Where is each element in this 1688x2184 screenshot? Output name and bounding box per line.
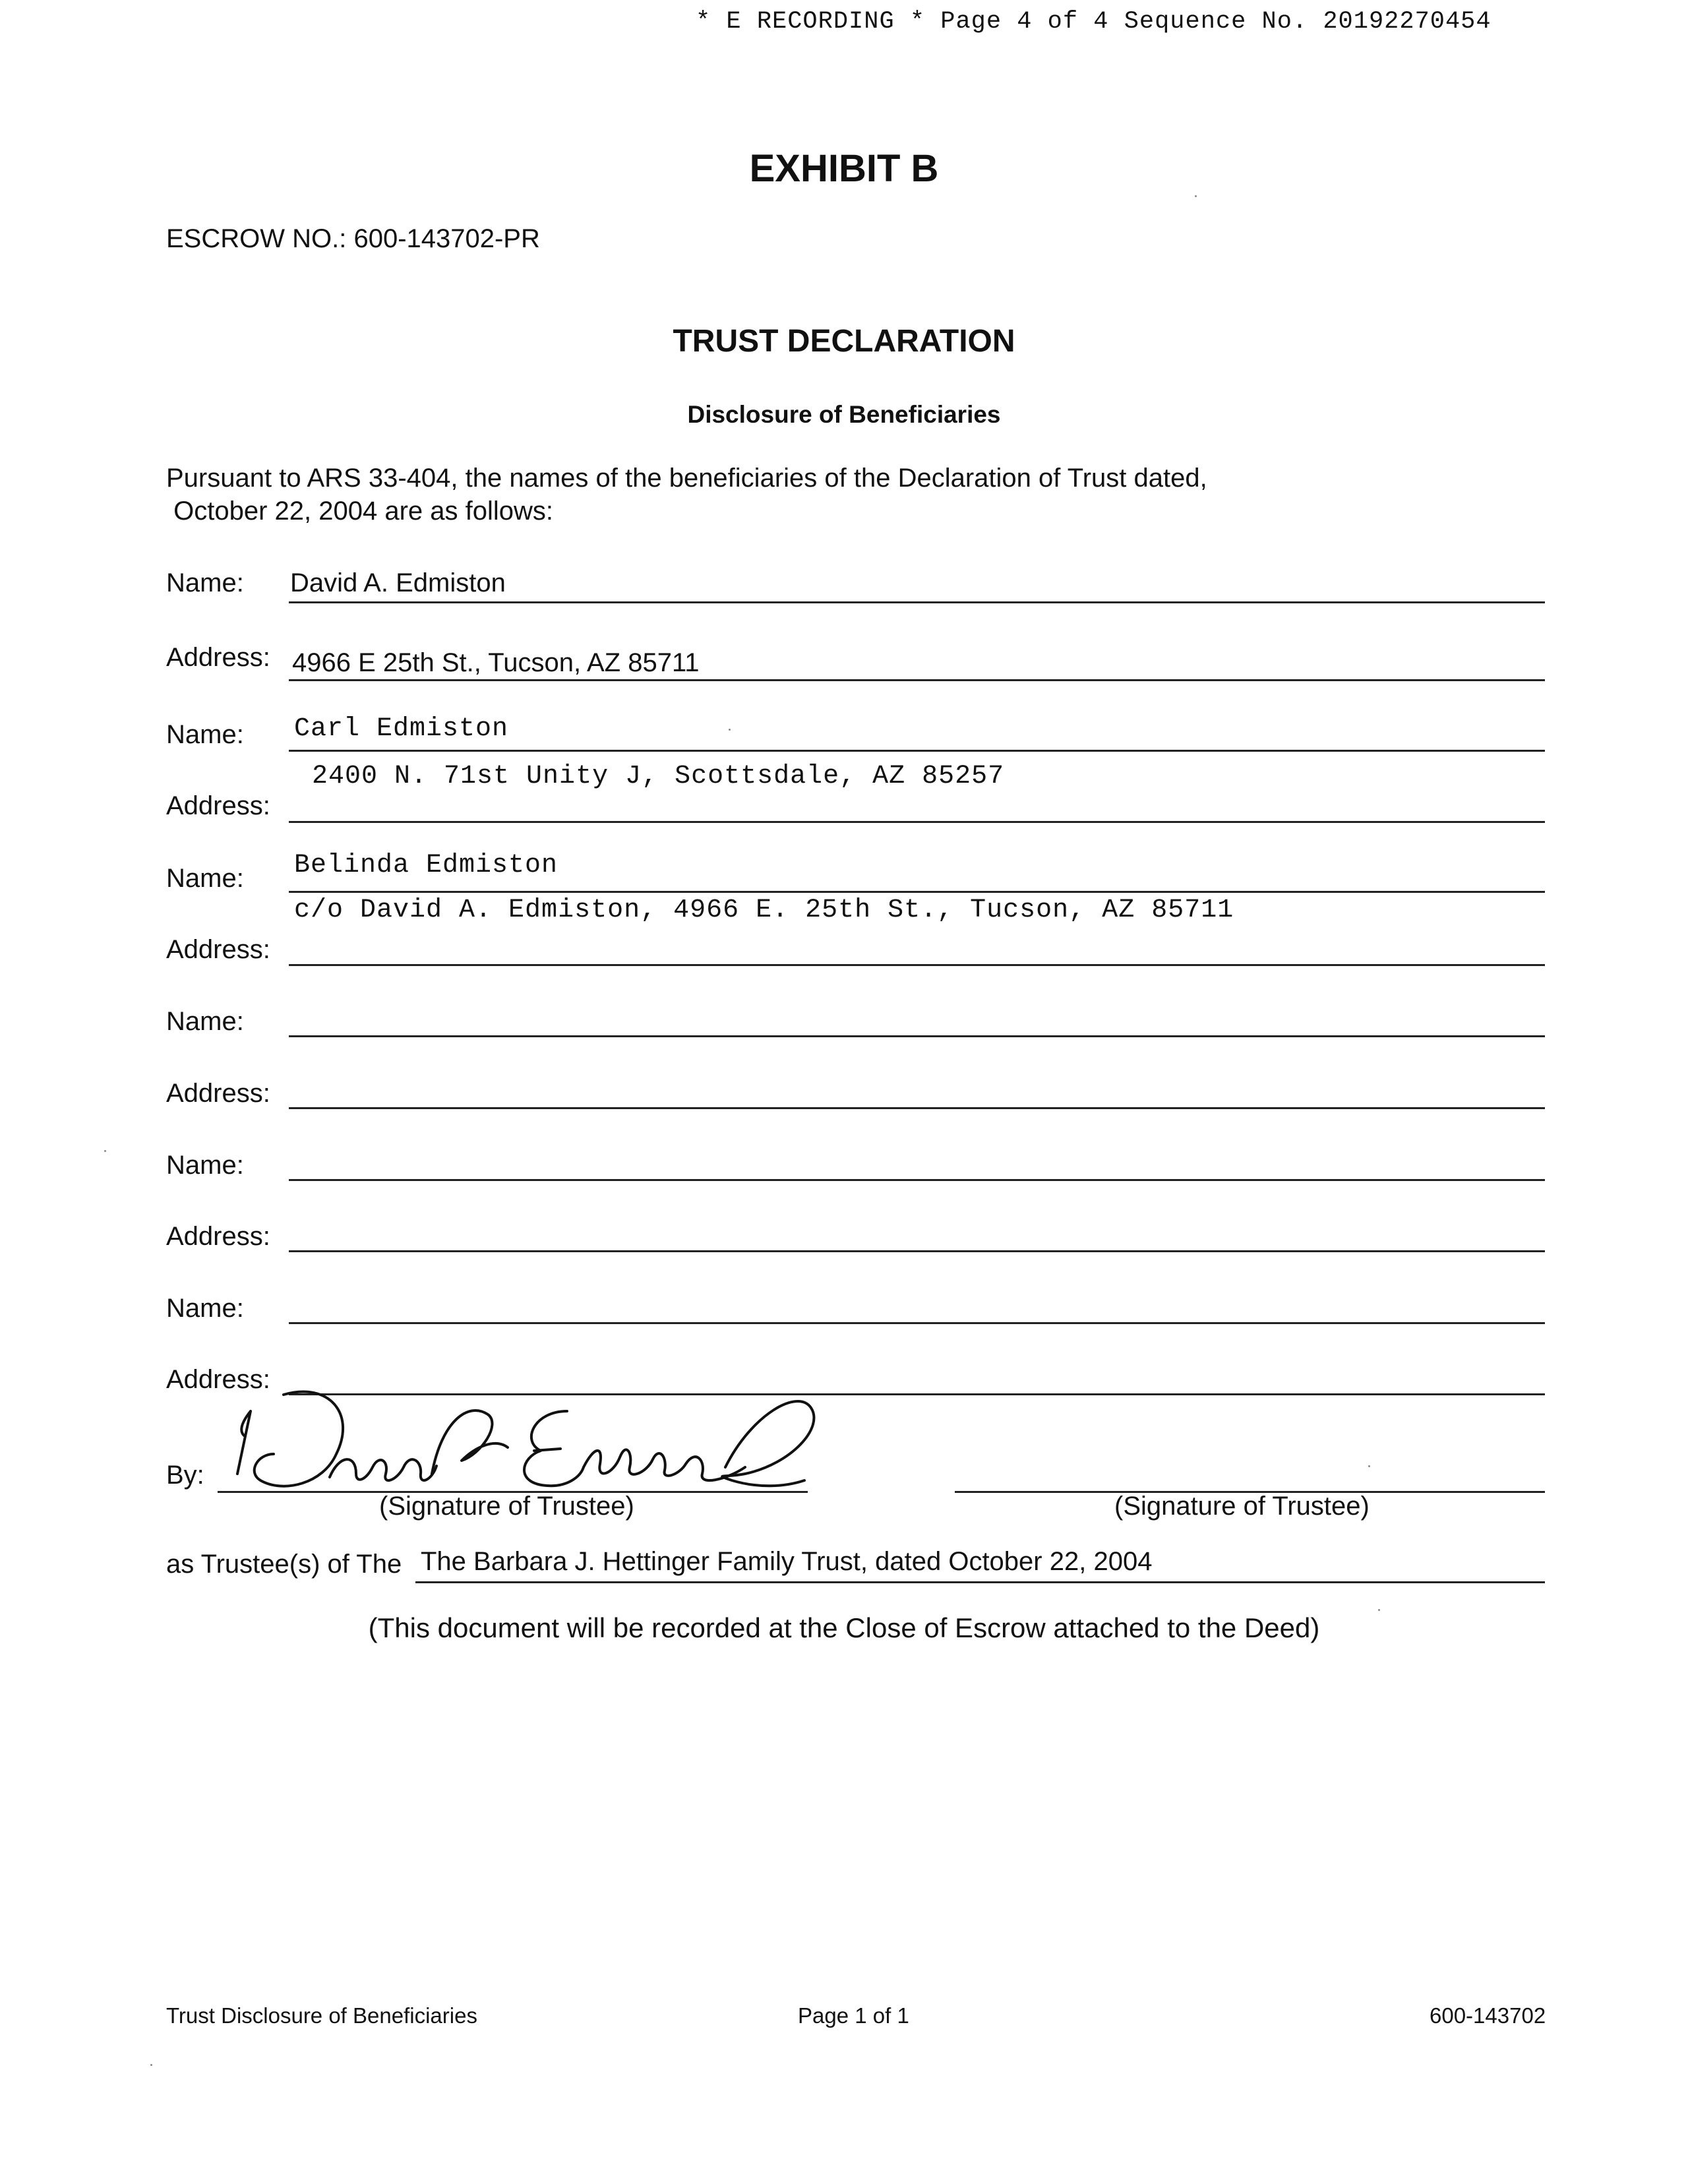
- scan-speck: [1378, 1609, 1380, 1611]
- address-label-2: Address:: [166, 791, 270, 820]
- scan-speck: [104, 1150, 106, 1152]
- scan-speck: [729, 729, 731, 731]
- by-label: By:: [166, 1461, 204, 1490]
- recording-note: (This document will be recorded at the Close of Escrow attached to the Deed): [368, 1612, 1320, 1643]
- name-line-1: [289, 601, 1545, 603]
- scan-speck: [150, 2064, 152, 2066]
- beneficiary-1-name: David A. Edmiston: [290, 568, 506, 597]
- document-subtitle: Disclosure of Beneficiaries: [687, 401, 1001, 428]
- trustee-prefix: as Trustee(s) of The: [166, 1550, 402, 1579]
- signature-caption-right: (Signature of Trustee): [1114, 1492, 1370, 1521]
- beneficiary-2-address: 2400 N. 71st Unity J, Scottsdale, AZ 85257: [312, 762, 1005, 791]
- beneficiary-3-address: c/o David A. Edmiston, 4966 E. 25th St., Tucson, AZ 85711: [294, 895, 1234, 925]
- trust-name: The Barbara J. Hettinger Family Trust, dated October 22, 2004: [421, 1547, 1153, 1576]
- trust-name-line: [415, 1581, 1545, 1583]
- address-label-5: Address:: [166, 1222, 270, 1251]
- address-line-5: [289, 1250, 1545, 1252]
- intro-line-1: Pursuant to ARS 33-404, the names of the beneficiaries of the Declaration of Trust dated,: [166, 464, 1207, 493]
- name-label-1: Name:: [166, 568, 244, 597]
- recording-header: * E RECORDING * Page 4 of 4 Sequence No. 20192270454: [696, 8, 1492, 36]
- signature-caption-left: (Signature of Trustee): [379, 1492, 634, 1521]
- address-line-4: [289, 1107, 1545, 1109]
- name-label-3: Name:: [166, 864, 244, 893]
- footer-left: Trust Disclosure of Beneficiaries: [166, 2003, 477, 2028]
- name-line-5: [289, 1179, 1545, 1181]
- address-label-4: Address:: [166, 1079, 270, 1108]
- address-line-2: [289, 821, 1545, 823]
- scan-speck: [1195, 195, 1197, 197]
- address-label-1: Address:: [166, 643, 270, 672]
- escrow-number: ESCROW NO.: 600-143702-PR: [166, 224, 540, 253]
- address-line-3: [289, 964, 1545, 966]
- beneficiary-2-name: Carl Edmiston: [294, 714, 509, 744]
- name-label-2: Name:: [166, 720, 244, 749]
- name-line-3: [289, 891, 1545, 893]
- address-label-3: Address:: [166, 935, 270, 964]
- beneficiary-1-address: 4966 E 25th St., Tucson, AZ 85711: [292, 648, 700, 677]
- name-label-5: Name:: [166, 1151, 244, 1180]
- name-line-2: [289, 750, 1545, 752]
- intro-line-2: October 22, 2004 are as follows:: [166, 497, 553, 526]
- exhibit-title: EXHIBIT B: [749, 147, 939, 190]
- name-label-6: Name:: [166, 1294, 244, 1323]
- address-label-6: Address:: [166, 1365, 270, 1394]
- beneficiary-3-name: Belinda Edmiston: [294, 851, 558, 880]
- name-line-6: [289, 1322, 1545, 1324]
- document-title: TRUST DECLARATION: [673, 324, 1015, 359]
- footer-right: 600-143702: [1430, 2003, 1546, 2028]
- name-label-4: Name:: [166, 1007, 244, 1036]
- intro-paragraph: [166, 462, 1207, 528]
- address-line-1: [289, 679, 1545, 681]
- name-line-4: [289, 1035, 1545, 1037]
- scan-speck: [1368, 1465, 1370, 1467]
- footer-page-number: Page 1 of 1: [798, 2003, 909, 2028]
